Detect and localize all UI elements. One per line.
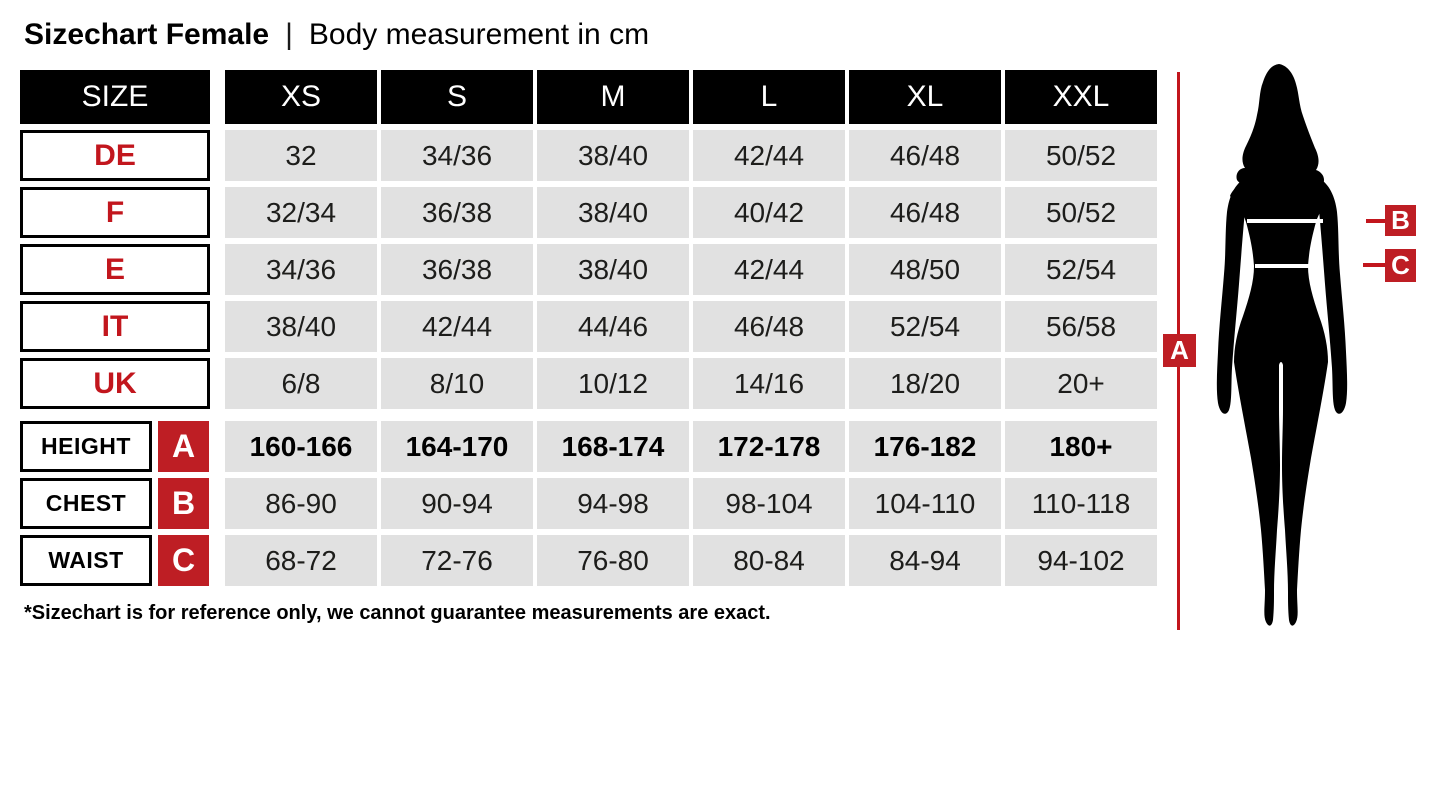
table-cell: 52/54 bbox=[849, 301, 1001, 352]
marker-a-badge: A bbox=[1163, 334, 1196, 367]
marker-a-table-badge: A bbox=[158, 421, 209, 472]
table-cell: 50/52 bbox=[1005, 187, 1157, 238]
table-row-de bbox=[20, 130, 1157, 181]
row-label-waist: WAIST bbox=[20, 535, 152, 586]
table-cell: 94-102 bbox=[1005, 535, 1157, 586]
table-cell: 52/54 bbox=[1005, 244, 1157, 295]
table-cell: 72-76 bbox=[381, 535, 533, 586]
table-row-height bbox=[20, 421, 1157, 472]
table-cell: 6/8 bbox=[225, 358, 377, 409]
table-header-row bbox=[20, 70, 1157, 124]
column-header-m: M bbox=[537, 70, 689, 124]
title-separator: | bbox=[285, 18, 293, 51]
table-cell: 40/42 bbox=[693, 187, 845, 238]
title-subtitle: Body measurement in cm bbox=[308, 18, 650, 51]
table-cell: 10/12 bbox=[537, 358, 689, 409]
table-cell: 42/44 bbox=[693, 130, 845, 181]
table-cell: 172-178 bbox=[693, 421, 845, 472]
footnote: *Sizechart is for reference only, we cannot guarantee measurements are exact. bbox=[24, 602, 771, 624]
table-cell: 44/46 bbox=[537, 301, 689, 352]
table-cell: 110-118 bbox=[1005, 478, 1157, 529]
table-cell: 168-174 bbox=[537, 421, 689, 472]
column-header-s: S bbox=[381, 70, 533, 124]
chest-pointer-line bbox=[1366, 219, 1386, 223]
row-label-it: IT bbox=[20, 301, 210, 352]
table-cell: 90-94 bbox=[381, 478, 533, 529]
row-label-de: DE bbox=[20, 130, 210, 181]
table-cell: 20+ bbox=[1005, 358, 1157, 409]
table-cell: 68-72 bbox=[225, 535, 377, 586]
table-cell: 36/38 bbox=[381, 187, 533, 238]
table-cell: 34/36 bbox=[381, 130, 533, 181]
size-chart-table bbox=[20, 70, 1157, 592]
table-row-uk bbox=[20, 358, 1157, 409]
table-cell: 38/40 bbox=[537, 244, 689, 295]
chest-measure-line bbox=[1247, 219, 1323, 223]
marker-c-table-badge: C bbox=[158, 535, 209, 586]
column-header-l: L bbox=[693, 70, 845, 124]
row-label-f: F bbox=[20, 187, 210, 238]
title-main: Sizechart Female bbox=[24, 18, 270, 51]
table-cell: 86-90 bbox=[225, 478, 377, 529]
column-header-xxl: XXL bbox=[1005, 70, 1157, 124]
size-header-cell: SIZE bbox=[20, 70, 210, 124]
row-label-height: HEIGHT bbox=[20, 421, 152, 472]
female-silhouette bbox=[1205, 60, 1355, 635]
table-cell: 164-170 bbox=[381, 421, 533, 472]
table-cell: 38/40 bbox=[537, 187, 689, 238]
table-cell: 42/44 bbox=[693, 244, 845, 295]
table-cell: 18/20 bbox=[849, 358, 1001, 409]
marker-b-badge: B bbox=[1385, 205, 1416, 236]
table-cell: 46/48 bbox=[693, 301, 845, 352]
row-label-e: E bbox=[20, 244, 210, 295]
table-cell: 48/50 bbox=[849, 244, 1001, 295]
table-cell: 46/48 bbox=[849, 187, 1001, 238]
column-header-xs: XS bbox=[225, 70, 377, 124]
table-cell: 42/44 bbox=[381, 301, 533, 352]
table-cell: 104-110 bbox=[849, 478, 1001, 529]
table-row-it bbox=[20, 301, 1157, 352]
table-cell: 38/40 bbox=[225, 301, 377, 352]
table-cell: 32/34 bbox=[225, 187, 377, 238]
table-cell: 94-98 bbox=[537, 478, 689, 529]
table-cell: 76-80 bbox=[537, 535, 689, 586]
waist-measure-line bbox=[1255, 264, 1313, 268]
marker-c-badge: C bbox=[1385, 249, 1416, 282]
row-label-uk: UK bbox=[20, 358, 210, 409]
table-row-f bbox=[20, 187, 1157, 238]
marker-b-table-badge: B bbox=[158, 478, 209, 529]
table-cell: 34/36 bbox=[225, 244, 377, 295]
waist-pointer-line bbox=[1363, 263, 1386, 267]
table-cell: 46/48 bbox=[849, 130, 1001, 181]
page-title bbox=[24, 16, 649, 54]
table-cell: 38/40 bbox=[537, 130, 689, 181]
table-cell: 32 bbox=[225, 130, 377, 181]
table-cell: 176-182 bbox=[849, 421, 1001, 472]
row-label-chest: CHEST bbox=[20, 478, 152, 529]
table-cell: 98-104 bbox=[693, 478, 845, 529]
table-cell: 180+ bbox=[1005, 421, 1157, 472]
table-row-waist bbox=[20, 535, 1157, 586]
table-cell: 36/38 bbox=[381, 244, 533, 295]
table-cell: 14/16 bbox=[693, 358, 845, 409]
table-cell: 50/52 bbox=[1005, 130, 1157, 181]
table-cell: 80-84 bbox=[693, 535, 845, 586]
table-cell: 8/10 bbox=[381, 358, 533, 409]
column-header-xl: XL bbox=[849, 70, 1001, 124]
table-row-e bbox=[20, 244, 1157, 295]
table-cell: 160-166 bbox=[225, 421, 377, 472]
table-cell: 84-94 bbox=[849, 535, 1001, 586]
table-row-chest bbox=[20, 478, 1157, 529]
table-cell: 56/58 bbox=[1005, 301, 1157, 352]
